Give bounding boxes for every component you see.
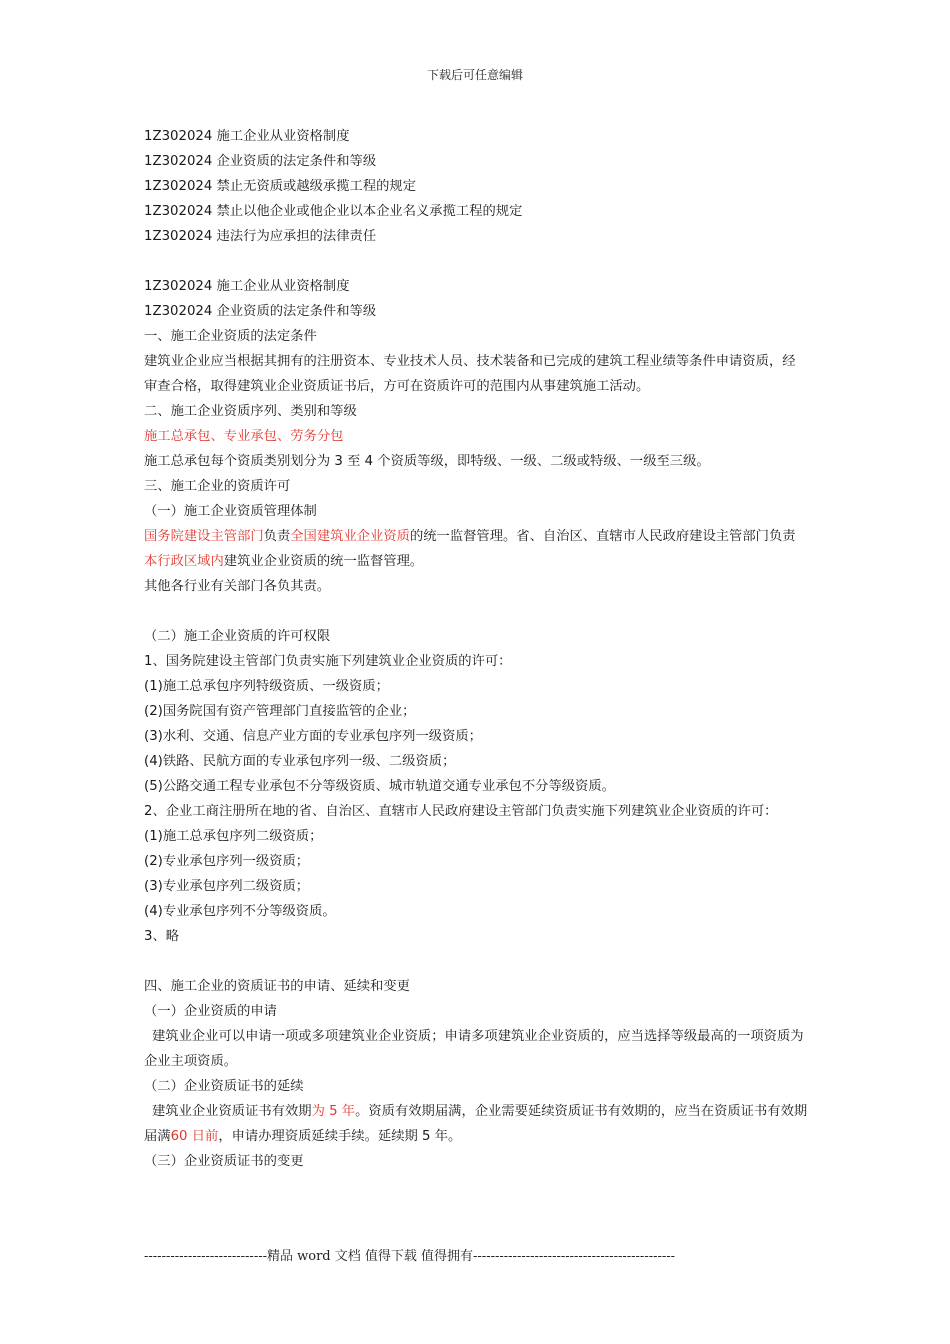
toc-item-3: 1Z302024 禁止无资质或越级承揽工程的规定 [144, 179, 417, 194]
page-header: 下载后可任意编辑 [426, 68, 523, 82]
text-span: 。资质有效期届满，企业需要延续资质证书有效期的，应当在资质证书有效期届满 [144, 1104, 808, 1144]
text-span: 负责 [263, 529, 291, 544]
spacer [144, 249, 808, 274]
heading-4: 四、施工企业的资质证书的申请、延续和变更 [144, 979, 410, 994]
heading-2: 二、施工企业资质序列、类别和等级 [144, 404, 357, 419]
red-text: 国务院建设主管部门 [144, 529, 264, 544]
subheading-4-3: （三）企业资质证书的变更 [144, 1154, 304, 1169]
spacer [144, 599, 808, 624]
section-title-1: 1Z302024 施工企业从业资格制度 [144, 279, 350, 294]
paragraph-3 [144, 524, 808, 574]
highlight-categories: 施工总承包、专业承包、劳务分包 [144, 429, 344, 444]
list-heading-3: 3、略 [144, 929, 180, 944]
red-text: 全国建筑业企业资质 [290, 529, 410, 544]
subheading-3-1: （一）施工企业资质管理体制 [144, 504, 317, 519]
toc-item-4: 1Z302024 禁止以他企业或他企业以本企业名义承揽工程的规定 [144, 204, 523, 219]
section-title-2: 1Z302024 企业资质的法定条件和等级 [144, 304, 377, 319]
paragraph-5: 建筑业企业可以申请一项或多项建筑业企业资质；申请多项建筑业企业资质的，应当选择等级最高的一项资质为企业主项资质。 [144, 1029, 804, 1069]
list-item: (1)施工总承包序列特级资质、一级资质； [144, 679, 389, 694]
subheading-4-2: （二）企业资质证书的延续 [144, 1079, 304, 1094]
list-item: (4)专业承包序列不分等级资质。 [144, 904, 336, 919]
toc-item-2: 1Z302024 企业资质的法定条件和等级 [144, 154, 377, 169]
text-span: 建筑业企业资质证书有效期 [152, 1104, 312, 1119]
paragraph-2: 施工总承包每个资质类别划分为 3 至 4 个资质等级，即特级、一级、二级或特级、一级至三级。 [144, 454, 710, 469]
document-body [144, 124, 808, 1174]
spacer [144, 949, 808, 974]
subheading-3-2: （二）施工企业资质的许可权限 [144, 629, 331, 644]
text-span: 的统一监督管理。省、自治区、直辖市人民政府建设主管部门负责 [409, 529, 796, 544]
paragraph-4: 其他各行业有关部门各负其责。 [144, 579, 331, 594]
list-item: (4)铁路、民航方面的专业承包序列一级、二级资质； [144, 754, 456, 769]
heading-3: 三、施工企业的资质许可 [144, 479, 291, 494]
list-item: (1)施工总承包序列二级资质； [144, 829, 323, 844]
heading-1: 一、施工企业资质的法定条件 [144, 329, 317, 344]
list-item: (2)专业承包序列一级资质； [144, 854, 310, 869]
paragraph-1: 建筑业企业应当根据其拥有的注册资本、专业技术人员、技术装备和已完成的建筑工程业绩等条件申请资质，经审查合格，取得建筑业企业资质证书后，方可在资质许可的范围内从事建筑施工活动。 [144, 354, 796, 394]
list-heading-1: 1、国务院建设主管部门负责实施下列建筑业企业资质的许可： [144, 654, 512, 669]
red-text: 本行政区域内 [144, 554, 224, 569]
list-item: (3)专业承包序列二级资质； [144, 879, 310, 894]
text-span: 建筑业企业资质的统一监督管理。 [223, 554, 424, 569]
list-item: (2)国务院国有资产管理部门直接监管的企业； [144, 704, 416, 719]
paragraph-6 [144, 1099, 808, 1149]
list-item: (5)公路交通工程专业承包不分等级资质、城市轨道交通专业承包不分等级资质。 [144, 779, 615, 794]
text-span: ，申请办理资质延续手续。延续期 5 年。 [218, 1129, 462, 1144]
toc-item-1: 1Z302024 施工企业从业资格制度 [144, 129, 350, 144]
list-item: (3)水利、交通、信息产业方面的专业承包序列一级资质； [144, 729, 482, 744]
subheading-4-1: （一）企业资质的申请 [144, 1004, 277, 1019]
toc-item-5: 1Z302024 违法行为应承担的法律责任 [144, 229, 377, 244]
red-text: 为 5 年 [311, 1104, 356, 1119]
red-text: 60 日前 [170, 1129, 219, 1144]
page-footer: ----------------------------精品 word 文档 值得下载 值得拥有---------------------------------------------- [144, 1249, 676, 1264]
list-heading-2: 2、企业工商注册所在地的省、自治区、直辖市人民政府建设主管部门负责实施下列建筑业企业资质的许可： [144, 804, 778, 819]
